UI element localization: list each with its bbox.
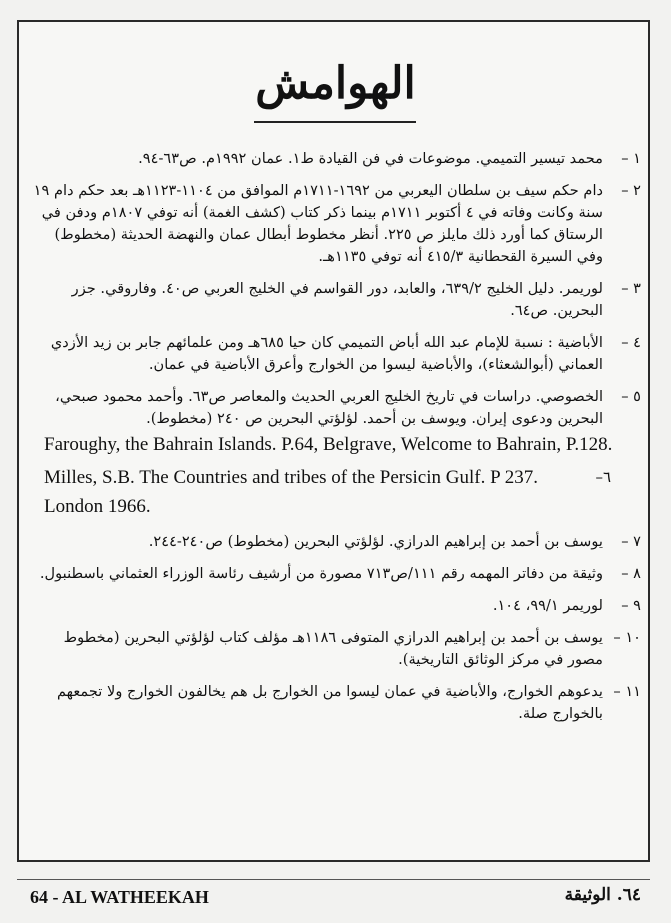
title-underline — [254, 121, 416, 123]
footnote-number: ١٠ – — [613, 629, 641, 646]
footnote-2 — [30, 180, 641, 268]
footnote-text: Milles, S.B. The Countries and tribes of the Persicin Gulf. P 237. London 1966. — [44, 467, 538, 517]
footnote-1 — [30, 148, 641, 170]
footnote-11 — [30, 681, 641, 725]
footnote-number: ٢ – — [621, 182, 641, 199]
footnote-number: ١١ – — [613, 683, 641, 700]
footnote-5-latin — [30, 430, 641, 459]
footnote-number: ١ – — [621, 150, 641, 167]
footnote-number: ٨ – — [621, 565, 641, 582]
footnote-number: ٤ – — [621, 334, 641, 351]
footer-page-label-latin: 64 - AL WATHEEKAH — [30, 887, 209, 907]
footnote-number: ٥ – — [621, 388, 641, 405]
footnote-number: ٧ – — [621, 533, 641, 550]
footnote-text: الخصوصي. دراسات في تاريخ الخليج العربي الحديث والمعاصر ص٦٣. وأحمد محمود صبحي، البحرين ودعوى إيران. ويوسف بن أحمد. لؤلؤتي البحرين ص ٢٤٠ (مخطوط). — [55, 388, 603, 427]
footnote-number: ٣ – — [621, 280, 641, 297]
footnote-7 — [30, 531, 641, 553]
footnote-10 — [30, 627, 641, 671]
footnote-text: يدعوهم الخوارج، والأباضية في عمان ليسوا من الخوارج بل هم يخالفون الخوارج ولا تجمعهم بالخوارج صلة. — [56, 683, 603, 722]
footnote-text: Faroughy, the Bahrain Islands. P.64, Belgrave, Welcome to Bahrain, P.128. — [44, 434, 613, 455]
footnote-text: الأباضية : نسبة للإمام عبد الله أباض التميمي كان حيا ٦٨٥هـ ومن علمائهم جابر بن زيد الأزدي العماني (أبوالشعثاء)، والأباضية ليسوا من الخوارج وأعرق الأباضية في عمان. — [50, 334, 603, 373]
footnote-6 — [30, 463, 641, 521]
footnotes-list — [30, 148, 641, 735]
footnote-9 — [30, 595, 641, 617]
footnote-text: لوريمر. دليل الخليج ٦٣٩/٢، والعابد، دور القواسم في الخليج العربي ص٤٠. وفاروقي. جزر البحرين. ص٦٤. — [71, 280, 603, 319]
footnote-text: لوريمر ٩٩/١، ١٠٤. — [492, 597, 603, 614]
footnote-3 — [30, 278, 641, 322]
footer-page-label-arabic: ٦٤. الوثيقة — [564, 885, 641, 905]
footnote-number: –٦ — [595, 468, 611, 486]
footnote-text: يوسف بن أحمد بن إبراهيم الدرازي المتوفى ١١٨٦هـ مؤلف كتاب لؤلؤتي البحرين (مخطوط مصور في مركز الوثائق التاريخية). — [63, 629, 603, 668]
footnote-text: محمد تيسير التميمي. موضوعات في فن القيادة ط١. عمان ١٩٩٢م. ص٦٣-٩٤. — [138, 150, 603, 167]
footer-divider — [17, 879, 650, 880]
footnote-text: وثيقة من دفاتر المهمه رقم ١١١/ص٧١٣ مصورة من أرشيف رئاسة الوزراء العثماني باسطنبول. — [39, 565, 603, 582]
footnote-text: يوسف بن أحمد بن إبراهيم الدرازي. لؤلؤتي البحرين (مخطوط) ص٢٤٠-٢٤٤. — [148, 533, 603, 550]
footnote-5 — [30, 386, 641, 430]
footnote-8 — [30, 563, 641, 585]
footnote-text: دام حكم سيف بن سلطان اليعربي من ١٦٩٢-١٧١١م الموافق من ١١٠٤-١١٢٣هـ بعد حكم دام ١٩ سنة وكانت وفاته في ٤ أكتوبر ١٧١١م بينما ذكر كتاب (كشف الغمة) أنه توفي ١٨٠٧م ودفن في الرستاق كما أورد ذلك مايلز ص ٢٢٥. أنظر مخطوط أبطال عمان والنهضة الحديثة (مخطوط) وفي السيرة القحطانية ٤١٥/٣ أنه توفي ١١٣٥هـ. — [33, 182, 603, 265]
footnote-number: ٩ – — [621, 597, 641, 614]
footnote-4 — [30, 332, 641, 376]
page-title: الهوامش — [255, 58, 416, 109]
